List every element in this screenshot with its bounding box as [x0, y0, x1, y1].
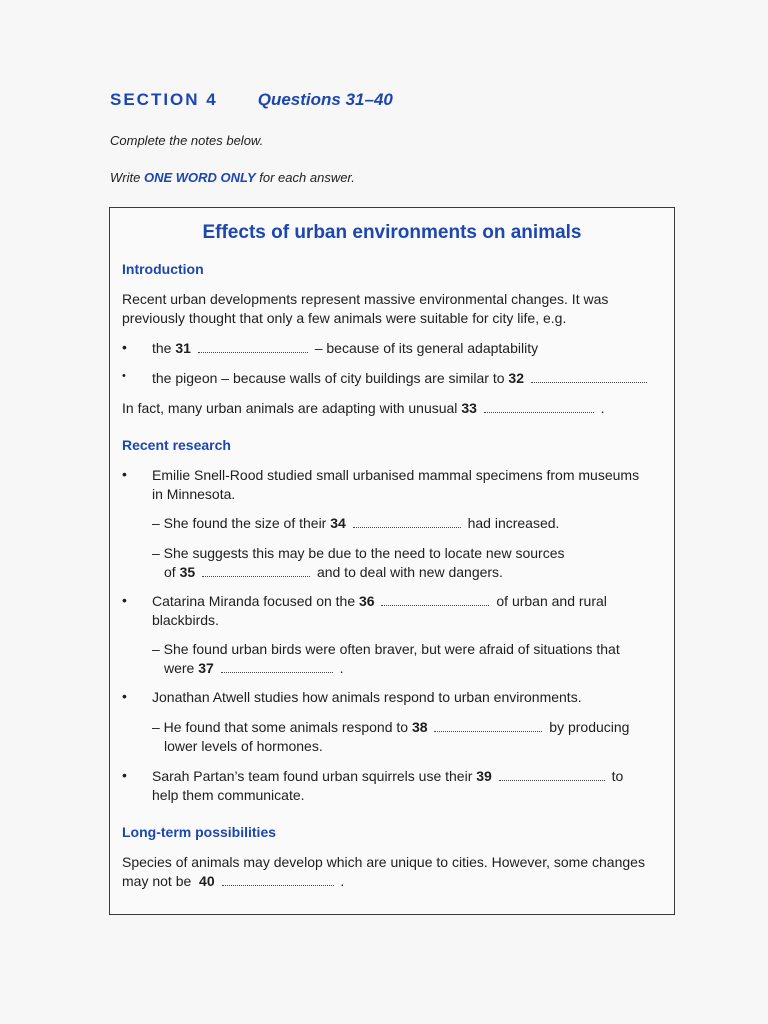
longterm-line-1: Species of animals may develop which are unique to cities. However, some changes	[122, 854, 645, 870]
q34-post: had increased.	[467, 515, 560, 531]
answer-blank-32[interactable]	[531, 380, 647, 383]
bullet: •	[122, 370, 126, 382]
q37-line-1: – She found urban birds were often braver, but were afraid of situations that	[152, 641, 620, 657]
q34-text: – She found the size of their	[152, 515, 331, 531]
instruction-pre: Write	[110, 170, 144, 185]
bullet: •	[122, 688, 127, 704]
notes-title: Effects of urban environments on animals	[202, 222, 582, 243]
bullet: •	[122, 466, 127, 482]
q34-number: 34	[330, 515, 346, 531]
section-header	[110, 90, 393, 110]
q31-post: – because of its general adaptability	[314, 340, 539, 356]
question-31	[152, 339, 538, 358]
research-heading: Recent research	[122, 437, 231, 453]
question-40	[122, 872, 344, 891]
q35-number: 35	[179, 564, 196, 580]
question-35	[164, 563, 503, 582]
q32-text: the pigeon – because walls of city buildings are similar to	[152, 370, 509, 386]
bullet: •	[122, 592, 127, 608]
q37-text: were	[164, 660, 199, 676]
bullet: •	[122, 767, 127, 783]
q39-number: 39	[476, 768, 492, 784]
emilie-line-1: Emilie Snell-Rood studied small urbanised mammal specimens from museums	[152, 467, 640, 483]
intro-heading: Introduction	[122, 261, 204, 277]
jonathan-line: Jonathan Atwell studies how animals respond to urban environments.	[152, 689, 582, 705]
answer-blank-37[interactable]	[221, 670, 333, 673]
q40-number: 40	[199, 873, 215, 889]
q36-number: 36	[359, 593, 375, 609]
q37-post: .	[339, 660, 344, 676]
answer-blank-31[interactable]	[198, 350, 308, 353]
q35-line-1: – She suggests this may be due to the need to locate new sources	[152, 545, 565, 561]
question-38	[152, 718, 629, 737]
q33-text: In fact, many urban animals are adapting with unusual	[122, 400, 462, 416]
q38-text: – He found that some animals respond to	[152, 719, 412, 735]
longterm-heading: Long-term possibilities	[122, 824, 277, 840]
q38-post: by producing	[549, 719, 630, 735]
answer-blank-34[interactable]	[353, 525, 461, 528]
answer-blank-36[interactable]	[381, 603, 489, 606]
q35-text: of	[164, 564, 180, 580]
q40-post: .	[340, 873, 345, 889]
questions-range: Questions 31–40	[257, 90, 393, 109]
emilie-line-2: in Minnesota.	[152, 486, 236, 502]
q31-text: the	[152, 340, 176, 356]
q36-text: Catarina Miranda focused on the	[152, 593, 360, 609]
q35-post: and to deal with new dangers.	[316, 564, 503, 580]
notes-box	[109, 207, 675, 915]
section-title: SECTION 4	[110, 90, 218, 109]
question-39	[152, 767, 623, 786]
instruction-complete: Complete the notes below.	[110, 133, 264, 148]
question-32	[152, 369, 650, 388]
instruction-highlight: ONE WORD ONLY	[143, 170, 256, 185]
q40-text: may not be	[122, 873, 200, 889]
answer-blank-35[interactable]	[202, 574, 310, 577]
q39-post: to	[611, 768, 624, 784]
q31-number: 31	[175, 340, 191, 356]
answer-blank-38[interactable]	[434, 729, 542, 732]
q36-post: of urban and rural	[496, 593, 607, 609]
sarah-line-2: help them communicate.	[152, 787, 305, 803]
q38-number: 38	[411, 719, 428, 735]
intro-line-2: previously thought that only a few animals were suitable for city life, e.g.	[122, 310, 567, 326]
catarina-line-2: blackbirds.	[152, 612, 219, 628]
q37-number: 37	[198, 660, 214, 676]
q32-number: 32	[508, 370, 524, 386]
q38-line-2: lower levels of hormones.	[164, 738, 323, 754]
answer-blank-40[interactable]	[222, 883, 334, 886]
intro-line-1: Recent urban developments represent massive environmental changes. It was	[122, 291, 609, 307]
question-37	[164, 659, 343, 678]
answer-blank-33[interactable]	[484, 410, 594, 413]
q33-number: 33	[461, 400, 477, 416]
question-33	[122, 399, 605, 418]
question-36	[152, 592, 607, 611]
answer-blank-39[interactable]	[499, 778, 605, 781]
bullet: •	[122, 339, 127, 355]
q39-text: Sarah Partan’s team found urban squirrels use their	[152, 768, 477, 784]
instruction-word-limit	[110, 170, 355, 185]
instruction-post: for each answer.	[255, 170, 355, 185]
q33-post: .	[600, 400, 605, 416]
question-34	[152, 514, 559, 533]
